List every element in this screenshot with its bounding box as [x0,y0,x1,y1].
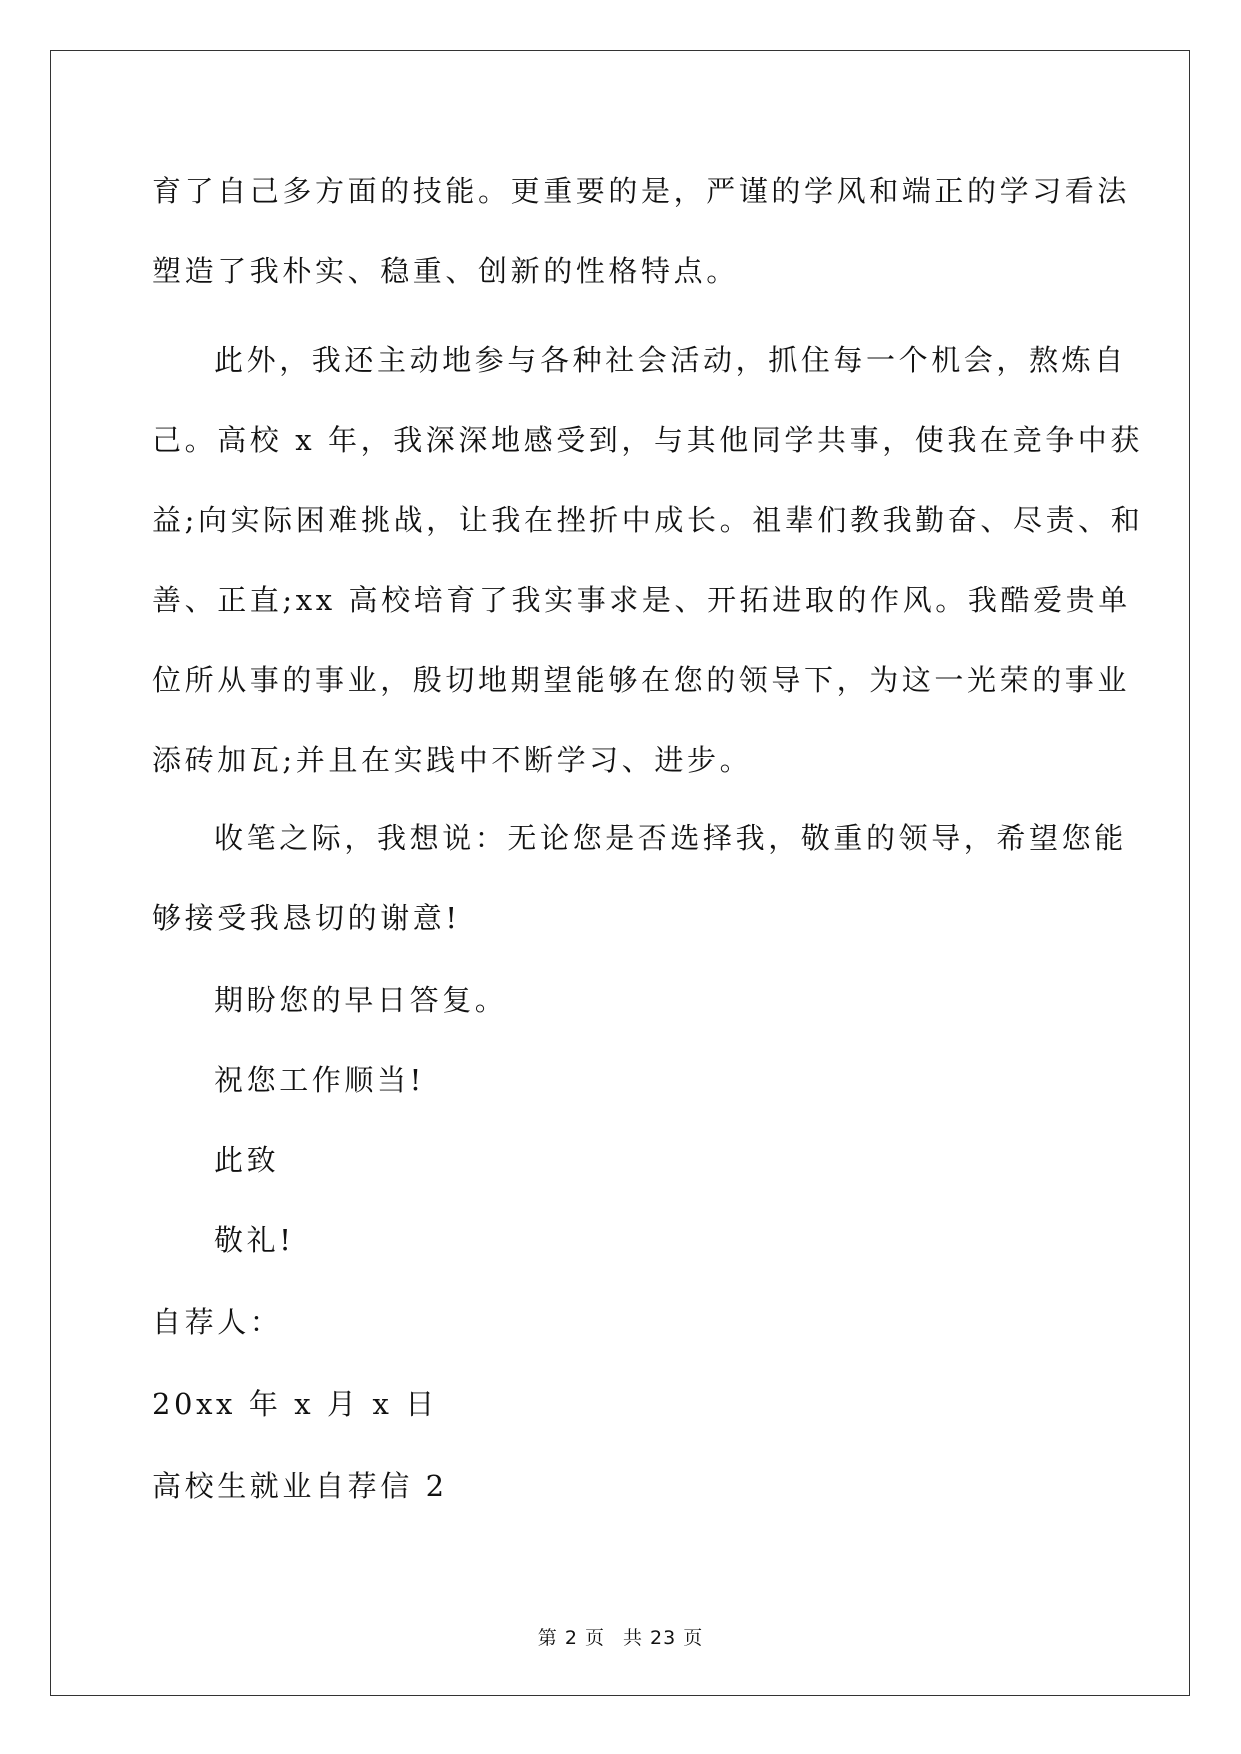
salutation-line: 此致 [214,1143,280,1177]
paragraph-line: 益;向实际困难挑战，让我在挫折中成长。祖辈们教我勤奋、尽责、和 [152,503,1144,537]
paragraph-line: 善、正直;xx 高校培育了我实事求是、开拓进取的作风。我酷爱贵单 [152,583,1131,617]
closing-line: 祝您工作顺当! [214,1063,425,1097]
paragraph-line: 育了自己多方面的技能。更重要的是，严谨的学风和端正的学习看法 [152,174,1131,208]
paragraph-line: 够接受我恳切的谢意! [152,901,461,935]
page-total: 共 23 页 [622,1627,704,1649]
paragraph-line: 塑造了我朴实、稳重、创新的性格特点。 [152,254,739,288]
date-line: 20xx 年 x 月 x 日 [152,1387,438,1421]
page-border [50,50,1190,1696]
paragraph-line: 此外，我还主动地参与各种社会活动，抓住每一个机会，熬炼自 [214,343,1127,377]
paragraph-line: 己。高校 x 年，我深深地感受到，与其他同学共事，使我在竞争中获 [152,423,1143,457]
section-heading: 高校生就业自荐信 2 [152,1469,448,1503]
paragraph-line: 收笔之际，我想说：无论您是否选择我，敬重的领导，希望您能 [214,821,1127,855]
paragraph-line: 添砖加瓦;并且在实践中不断学习、进步。 [152,743,753,777]
salutation-line: 敬礼! [214,1223,295,1257]
signature-label: 自荐人： [152,1305,283,1339]
page-footer [0,1623,1241,1650]
closing-line: 期盼您的早日答复。 [214,983,508,1017]
paragraph-line: 位所从事的事业，殷切地期望能够在您的领导下，为这一光荣的事业 [152,663,1131,697]
page-number: 第 2 页 [537,1627,605,1649]
